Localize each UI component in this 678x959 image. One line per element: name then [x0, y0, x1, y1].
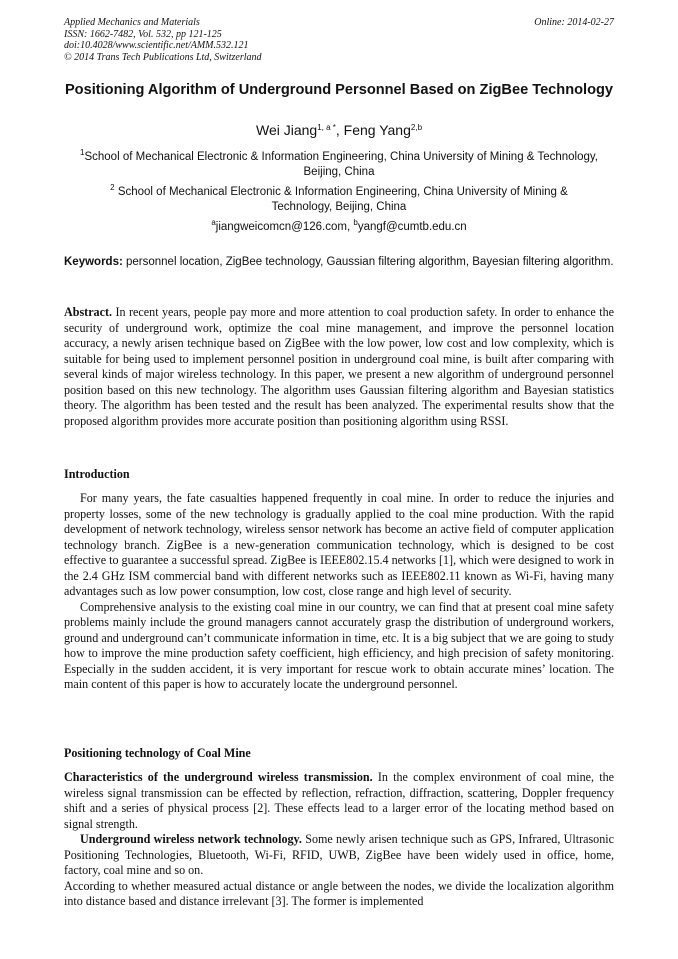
issn-line: ISSN: 1662-7482, Vol. 532, pp 121-125: [64, 28, 222, 40]
runin-heading: Underground wireless network technology.: [80, 832, 302, 846]
keywords-label: Keywords:: [64, 256, 123, 268]
section-heading-introduction: Introduction: [64, 467, 130, 481]
paper-title: Positioning Algorithm of Underground Personnel Based on ZigBee Technology: [64, 82, 614, 98]
email-address[interactable]: yangf@cumtb.edu.cn: [357, 221, 467, 233]
abstract-text: In recent years, people pay more and more attention to coal production safety. In order to enhance the security of underground work, optimize the coal mine management, and improve the personnel location accuracy, a newly arisen technique based on ZigBee with the low power, low cost and low complexity, which is suitable for being used to implement personnel position in underground coal mine, is built after comparing with several kinds of major wireless technology. In this paper, we present a new algorithm of underground personnel position based on this new technology. The algorithm uses Gaussian filtering algorithm and Bayesian statistics theory. The algorithm has been tested and the result has been analyzed. The experimental results show that the proposed algorithm provides more accurate position than positioning algorithm using RSSI.: [64, 305, 614, 428]
abstract-label: Abstract.: [64, 305, 113, 319]
paragraph-text: Some newly arisen technique such as GPS, Infrared, Ultrasonic Positioning Technologies, Bluetooth, Wi-Fi, RFID, UWB, ZigBee have been widely used in office, home, factory, coal mine and so on.: [64, 832, 614, 877]
paragraph: According to whether measured actual distance or angle between the nodes, we divide the localization algorithm into distance based and distance irrelevant [3]. The former is implemented: [64, 878, 614, 908]
positioning-body: [64, 770, 614, 910]
affiliation-1: [80, 150, 598, 180]
keywords-block: [64, 255, 614, 271]
paragraph: Comprehensive analysis to the existing coal mine in our country, we can find that at present coal mine safety problems mainly include the ground managers cannot accurately grasp the distribution of underground workers, ground and underground can’t communicate information in time, etc. It is a big subject that we are going to study how to improve the mine production safety coefficient, high efficiency, and high precision of safety monitoring. Especially in the sudden accident, it is very important for rescue work to obtain accurate mines’ location. The main content of this paper is how to accurately locate the underground personnel.: [64, 599, 614, 691]
keywords-text: personnel location, ZigBee technology, Gaussian filtering algorithm, Bayesian filtering algorithm.: [122, 256, 614, 268]
affiliation-text: School of Mechanical Electronic & Information Engineering, China University of Mining & Technology, Beijing, China: [84, 151, 598, 178]
email-mark: b: [353, 218, 358, 227]
affiliation-mark: 1: [80, 148, 85, 157]
journal-header: [64, 17, 424, 63]
affiliation-2: [80, 185, 598, 215]
author-emails: [64, 220, 614, 235]
copyright-line: © 2014 Trans Tech Publications Ltd, Switzerland: [64, 51, 262, 63]
email-address[interactable]: jiangweicomcn@126.com,: [215, 221, 354, 233]
author-name: Wei Jiang: [255, 122, 318, 138]
paragraph: [64, 770, 614, 832]
affiliation-text: School of Mechanical Electronic & Information Engineering, China University of Mining & Technology, Beijing, China: [114, 186, 568, 213]
author-name: Feng Yang: [343, 122, 411, 138]
doi-line[interactable]: doi:10.4028/www.scientific.net/AMM.532.121: [64, 40, 249, 51]
email-mark: a: [211, 218, 216, 227]
online-date: Online: 2014-02-27: [534, 17, 614, 28]
paragraph: [64, 832, 614, 879]
paragraph-text: In the complex environment of coal mine, the wireless signal transmission can be effected by reflection, refraction, diffraction, scattering, Doppler frequency shift and a series of physical process [2]. These effects lead to a larger error of the locating method based on signal strength.: [64, 770, 614, 831]
section-heading-positioning: Positioning technology of Coal Mine: [64, 746, 251, 760]
author-line: [64, 121, 614, 139]
author-separator: ,: [335, 122, 344, 138]
abstract-block: [64, 305, 614, 429]
paragraph: For many years, the fate casualties happened frequently in coal mine. In order to reduce the injuries and property losses, some of the new technology is gradually applied to the coal mine production. With the rapid development of network technology, wireless sensor network has become an active field of computer application technology branch. ZigBee is a new-generation communication technology, which is designed to be cost effective to guarantee a successful spread. ZigBee is IEEE802.15.4 networks [1], which were designed to work in the 2.4 GHz ISM commercial band with different networks such as IEEE802.11 known as Wi-Fi, having many advantages such as low power consumption, low cost, close range and high level of security.: [64, 491, 614, 598]
runin-heading: Characteristics of the underground wireless transmission.: [64, 770, 373, 784]
journal-name: Applied Mechanics and Materials: [64, 17, 200, 28]
affiliation-mark: 2: [110, 183, 115, 192]
introduction-body: [64, 491, 614, 693]
author-affil-mark: 2,b: [410, 123, 423, 132]
author-affil-mark: 1, a *: [317, 123, 336, 132]
